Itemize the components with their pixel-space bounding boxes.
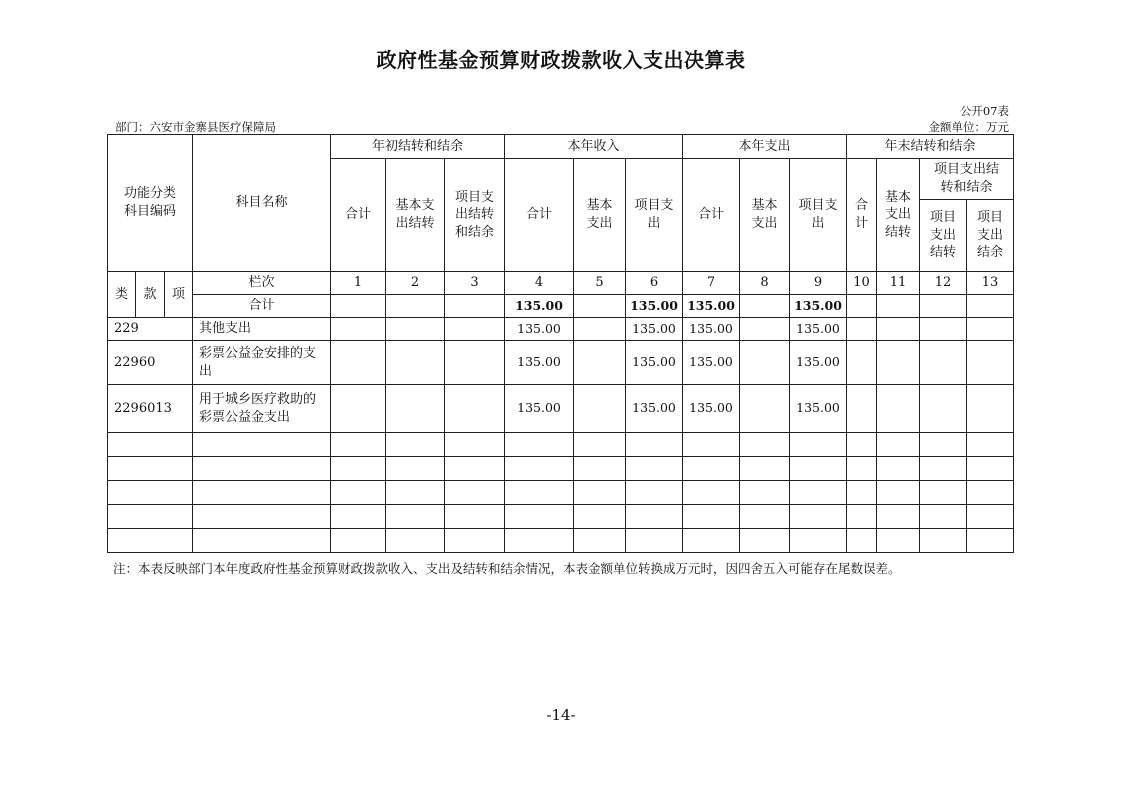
end-project-carry-header: 项目支出结转 [920, 200, 967, 272]
row-value [740, 341, 790, 385]
row-value [331, 385, 386, 433]
row-name: 用于城乡医疗救助的彩票公益金支出 [193, 385, 331, 433]
row-code: 22960 [108, 341, 193, 385]
row-value [967, 318, 1014, 341]
class-header: 类 [108, 272, 136, 318]
row-value: 135.00 [505, 385, 574, 433]
end-basic-header: 基本支出结转 [877, 159, 920, 272]
row-value [847, 341, 877, 385]
empty-row [108, 505, 1014, 529]
table-code: 公开07表 [959, 104, 1009, 118]
end-project-group-header: 项目支出结转和结余 [920, 159, 1014, 200]
row-value [967, 385, 1014, 433]
row-code: 229 [108, 318, 193, 341]
group-expense-header: 本年支出 [683, 135, 847, 159]
expense-total-header: 合计 [683, 159, 740, 272]
begin-project-header: 项目支出结转和结余 [445, 159, 505, 272]
row-name: 合计 [193, 295, 331, 318]
row-value [967, 295, 1014, 318]
row-value [740, 295, 790, 318]
row-name: 其他支出 [193, 318, 331, 341]
row-value: 135.00 [683, 295, 740, 318]
column-index-row [108, 272, 1014, 295]
row-value [847, 318, 877, 341]
unit-label: 金额单位：万元 [928, 120, 1009, 134]
column-number: 7 [683, 272, 740, 295]
row-value [574, 295, 626, 318]
page-title: 政府性基金预算财政拨款收入支出决算表 [376, 48, 746, 72]
group-income-header: 本年收入 [505, 135, 683, 159]
row-value [574, 341, 626, 385]
group-end-header: 年末结转和结余 [847, 135, 1014, 159]
row-value [331, 295, 386, 318]
column-number: 10 [847, 272, 877, 295]
empty-row [108, 457, 1014, 481]
column-number: 5 [574, 272, 626, 295]
row-value [920, 341, 967, 385]
row-value: 135.00 [626, 385, 683, 433]
column-number: 6 [626, 272, 683, 295]
row-value [877, 341, 920, 385]
row-name: 彩票公益金安排的支出 [193, 341, 331, 385]
column-number: 8 [740, 272, 790, 295]
row-value: 135.00 [683, 318, 740, 341]
expense-basic-header: 基本支出 [740, 159, 790, 272]
income-total-header: 合计 [505, 159, 574, 272]
column-number: 4 [505, 272, 574, 295]
empty-row [108, 433, 1014, 457]
page-number: -14- [546, 706, 576, 724]
row-value [445, 341, 505, 385]
begin-basic-header: 基本支出结转 [386, 159, 445, 272]
table-note: 注：本表反映部门本年度政府性基金预算财政拨款收入、支出及结转和结余情况，本表金额单位转换成万元时，因四舍五入可能存在尾数误差。 [113, 561, 901, 576]
header-row-1 [108, 135, 1014, 159]
row-value [331, 341, 386, 385]
table-row [108, 318, 1014, 341]
begin-total-header: 合计 [331, 159, 386, 272]
row-value: 135.00 [505, 295, 574, 318]
section-header: 款 [136, 272, 165, 318]
row-value [847, 385, 877, 433]
row-value: 135.00 [626, 318, 683, 341]
subject-name-header: 科目名称 [193, 135, 331, 272]
column-number: 2 [386, 272, 445, 295]
table-row-total [108, 295, 1014, 318]
row-value [445, 295, 505, 318]
row-value: 135.00 [505, 341, 574, 385]
column-number: 12 [920, 272, 967, 295]
row-value [920, 318, 967, 341]
row-value: 135.00 [790, 318, 847, 341]
end-total-header: 合计 [847, 159, 877, 272]
column-index-label: 栏次 [193, 272, 331, 295]
income-project-header: 项目支出 [626, 159, 683, 272]
row-value [877, 318, 920, 341]
row-value: 135.00 [790, 385, 847, 433]
row-value [740, 318, 790, 341]
row-value [920, 385, 967, 433]
row-value [740, 385, 790, 433]
row-value [574, 385, 626, 433]
row-value [386, 295, 445, 318]
column-number: 11 [877, 272, 920, 295]
row-value: 135.00 [505, 318, 574, 341]
empty-row [108, 481, 1014, 505]
column-number: 9 [790, 272, 847, 295]
item-header: 项 [165, 272, 193, 318]
row-value: 135.00 [626, 295, 683, 318]
end-project-balance-header: 项目支出结余 [967, 200, 1014, 272]
row-value: 135.00 [790, 295, 847, 318]
column-number: 13 [967, 272, 1014, 295]
table-row [108, 341, 1014, 385]
column-number: 3 [445, 272, 505, 295]
func-code-header: 功能分类科目编码 [108, 135, 193, 272]
empty-row [108, 529, 1014, 553]
income-basic-header: 基本支出 [574, 159, 626, 272]
row-value: 135.00 [683, 341, 740, 385]
row-value [445, 385, 505, 433]
column-number: 1 [331, 272, 386, 295]
row-value [386, 385, 445, 433]
expense-project-header: 项目支出 [790, 159, 847, 272]
budget-table [107, 134, 1014, 553]
row-value [920, 295, 967, 318]
row-value [847, 295, 877, 318]
row-value [967, 341, 1014, 385]
table-row [108, 385, 1014, 433]
row-value [386, 341, 445, 385]
group-begin-header: 年初结转和结余 [331, 135, 505, 159]
row-value [574, 318, 626, 341]
row-value: 135.00 [790, 341, 847, 385]
row-value [331, 318, 386, 341]
row-value [386, 318, 445, 341]
row-code: 2296013 [108, 385, 193, 433]
row-value [445, 318, 505, 341]
row-value: 135.00 [626, 341, 683, 385]
row-value: 135.00 [683, 385, 740, 433]
row-value [877, 385, 920, 433]
department-label: 部门：六安市金寨县医疗保障局 [115, 120, 276, 134]
row-value [877, 295, 920, 318]
